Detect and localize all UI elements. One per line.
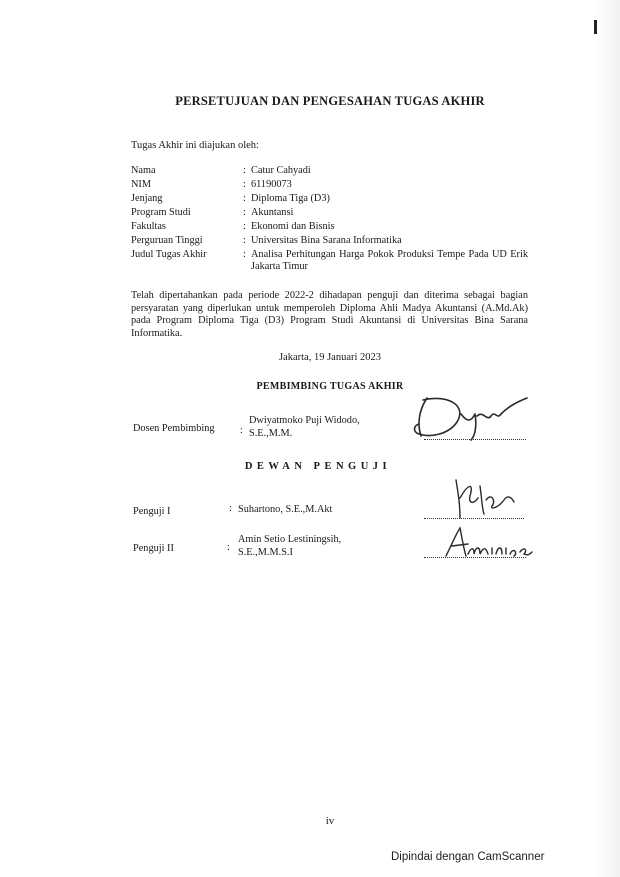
camscanner-watermark: Dipindai dengan CamScanner — [391, 851, 545, 863]
supervisor-colon: : — [240, 425, 243, 436]
field-colon: : — [243, 179, 246, 190]
examiner-2-label: Penguji II — [133, 543, 174, 554]
examiner-1-signature-line — [424, 518, 524, 519]
examiner-2-name-line2: S.E.,M.M.S.I — [238, 547, 293, 558]
examiner-1-colon: : — [229, 503, 232, 514]
intro-text: Tugas Akhir ini diajukan oleh: — [131, 140, 259, 151]
field-label: Perguruan Tinggi — [131, 235, 203, 246]
field-label: NIM — [131, 179, 152, 190]
field-label: Program Studi — [131, 207, 191, 218]
document-title: PERSETUJUAN DAN PENGESAHAN TUGAS AKHIR — [175, 94, 485, 108]
place-date: Jakarta, 19 Januari 2023 — [278, 352, 382, 363]
field-label: Judul Tugas Akhir — [131, 249, 207, 260]
field-label: Nama — [131, 165, 156, 176]
supervisor-name — [249, 414, 360, 440]
field-label: Fakultas — [131, 221, 166, 232]
field-value: Diploma Tiga (D3) — [251, 193, 330, 204]
page-number: iv — [325, 815, 335, 827]
field-colon: : — [243, 235, 246, 246]
examiner-2-name — [238, 533, 341, 559]
supervisor-signature — [405, 392, 535, 442]
examiner-1-name-line1: Suhartono, S.E.,M.Akt — [238, 504, 333, 515]
scan-edge-shadow — [594, 0, 620, 877]
examiner-1-signature — [446, 474, 526, 522]
field-colon: : — [243, 221, 246, 232]
field-value: Akuntansi — [251, 207, 294, 218]
supervisor-heading: PEMBIMBING TUGAS AKHIR — [256, 381, 404, 392]
field-colon: : — [243, 207, 246, 218]
examiner-1-label: Penguji I — [133, 506, 171, 517]
examiner-1-name — [238, 503, 332, 516]
supervisor-name-line1: Dwiyatmoko Puji Widodo, — [249, 415, 360, 426]
examiner-2-colon: : — [227, 542, 230, 553]
examiner-2-signature-line — [424, 557, 526, 558]
supervisor-label: Dosen Pembimbing — [133, 423, 215, 434]
field-colon: : — [243, 165, 246, 176]
approval-statement: Telah dipertahankan pada periode 2022-2 dihadapan penguji dan diterima sebagai bagian persyaratan yang diperlukan untuk memperoleh Diploma Ahli Madya Akuntansi (A.Md.Ak) pada Program Diploma Tiga (D3) Program Studi Akuntansi di Universitas Bina Sarana Informatika. — [131, 290, 528, 339]
scan-corner-mark — [594, 20, 597, 34]
field-colon: : — [243, 193, 246, 204]
examiner-2-name-line1: Amin Setio Lestiningsih, — [238, 534, 342, 545]
examiners-heading: DEWAN PENGUJI — [244, 461, 392, 472]
field-colon: : — [243, 249, 246, 260]
field-value: Analisa Perhitungan Harga Pokok Produksi Tempe Pada UD Erik Jakarta Timur — [251, 249, 528, 272]
field-label: Jenjang — [131, 193, 163, 204]
field-value: Universitas Bina Sarana Informatika — [251, 235, 402, 246]
supervisor-name-line2: S.E.,M.M. — [249, 428, 293, 439]
field-value: Ekonomi dan Bisnis — [251, 221, 335, 232]
supervisor-signature-line — [424, 439, 526, 440]
examiner-2-signature — [438, 524, 534, 564]
field-value: 61190073 — [251, 179, 292, 190]
field-value: Catur Cahyadi — [251, 165, 311, 176]
